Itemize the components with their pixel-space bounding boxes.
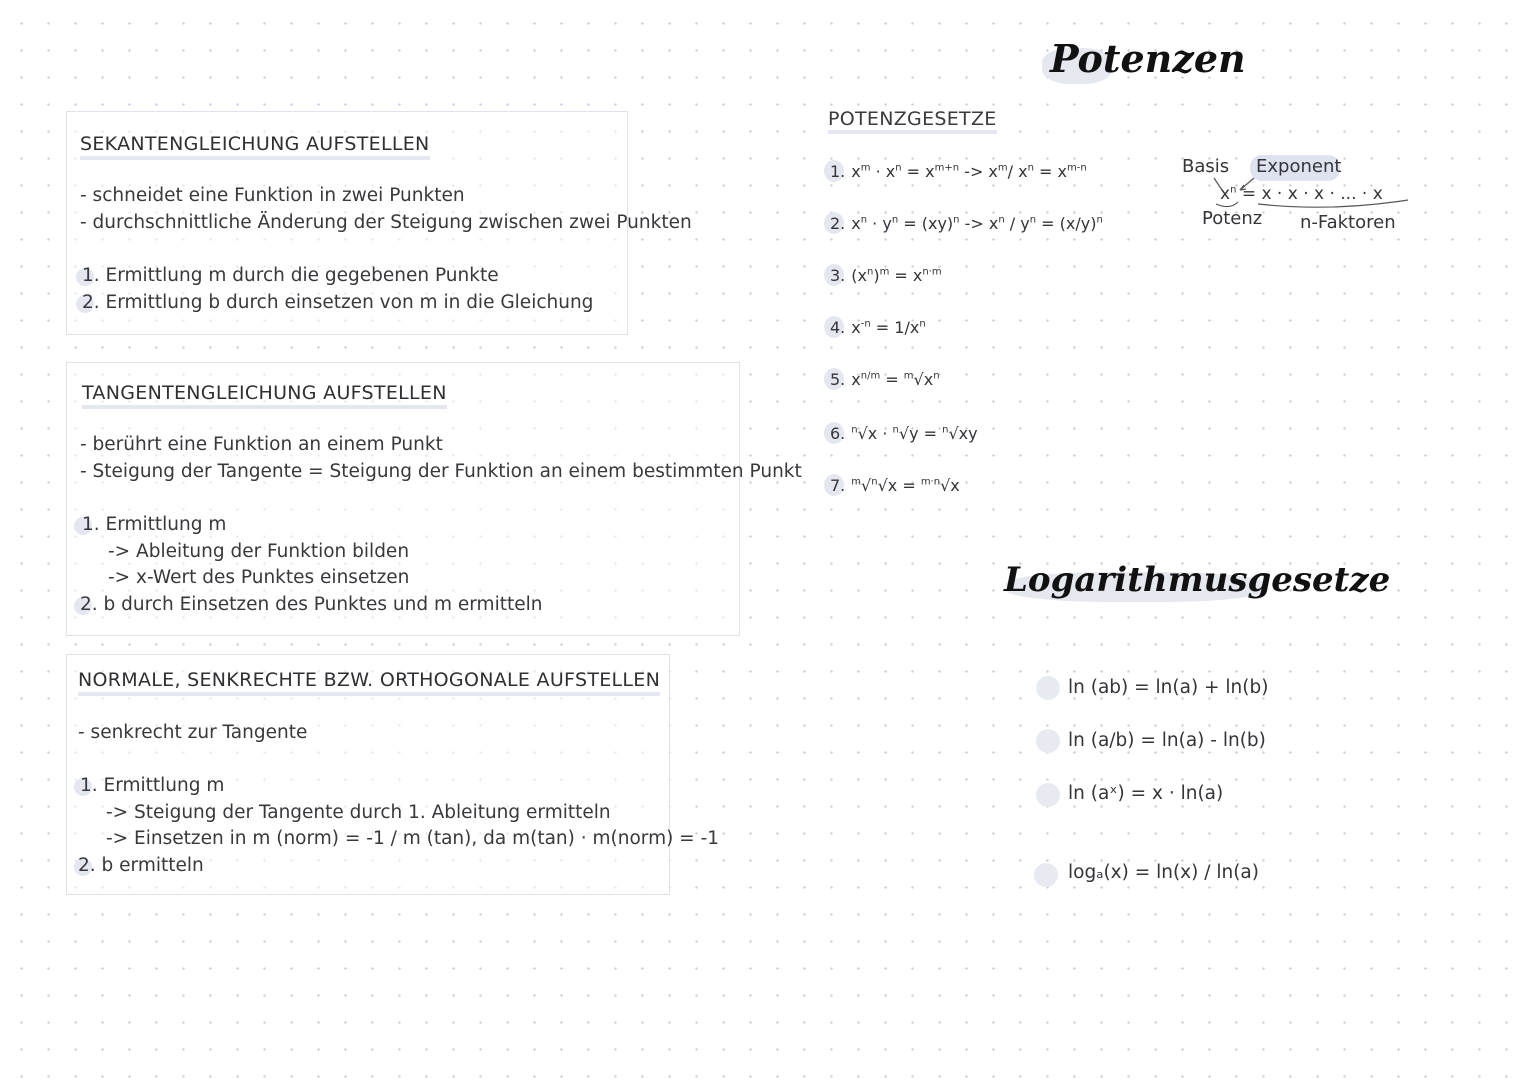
potenzgesetze-title: POTENZGESETZE	[828, 108, 997, 134]
potenz-diagram-formula: $x^n = x \cdot x \cdot x$ · ... · x	[1220, 184, 1383, 204]
sekante-line-3: 1. Ermittlung m durch die gegebenen Punkte	[82, 265, 499, 286]
tangente-title: TANGENTENGLEICHUNG AUFSTELLEN	[82, 382, 447, 409]
log-law-3: ln (aˣ) = x · ln(a)	[1068, 783, 1224, 804]
sekante-line-2: - durchschnittliche Änderung der Steigung zwischen zwei Punkten	[80, 212, 692, 233]
log-law-1: ln (ab) = ln(a) + ln(b)	[1068, 677, 1269, 698]
potenzgesetz-3: 3. $(x^n)^m = x^{n\cdot m}$	[830, 266, 942, 285]
n-faktoren-label: n-Faktoren	[1300, 212, 1396, 233]
potenzgesetz-2: 2. $x^n \cdot y^n = (xy)^n -> x^n / y^n = (x/y)^n$	[830, 214, 1103, 233]
log-bullet	[1036, 676, 1060, 700]
logarithmus-heading: Logarithmusgesetze	[1004, 560, 1391, 600]
potenz-label: Potenz	[1202, 208, 1263, 229]
tangente-line-4: -> Ableitung der Funktion bilden	[108, 541, 410, 562]
normale-line-1: - senkrecht zur Tangente	[78, 722, 308, 743]
log-bullet	[1036, 783, 1060, 807]
log-bullet	[1034, 863, 1058, 887]
log-law-2: ln (a/b) = ln(a) - ln(b)	[1068, 730, 1266, 751]
sekante-title: SEKANTENGLEICHUNG AUFSTELLEN	[80, 133, 430, 160]
tangente-line-3: 1. Ermittlung m	[82, 514, 227, 535]
normale-line-3: -> Steigung der Tangente durch 1. Ableitung ermitteln	[106, 802, 611, 823]
tangente-line-1: - berührt eine Funktion an einem Punkt	[80, 434, 443, 455]
tangente-line-2: - Steigung der Tangente = Steigung der Funktion an einem bestimmten Punkt	[80, 461, 802, 482]
normale-line-2: 1. Ermittlung m	[80, 775, 225, 796]
potenzgesetz-4: 4. $x^{-n} = 1/x^n$	[830, 318, 926, 337]
normale-line-4: -> Einsetzen in m (norm) = -1 / m (tan), da m(tan) · m(norm) = -1	[106, 828, 720, 849]
sekante-line-4: 2. Ermittlung b durch einsetzen von m in die Gleichung	[82, 292, 594, 313]
potenzgesetz-1: 1. $x^m \cdot x^n = x^{m+n} -> x^m/$ $x^n = x^{m-n}$	[830, 162, 1087, 181]
tangente-line-6: 2. b durch Einsetzen des Punktes und m ermitteln	[80, 594, 543, 615]
sekante-line-1: - schneidet eine Funktion in zwei Punkten	[80, 185, 465, 206]
potenzgesetz-5: 5. $x^{n/m} = ^m√x^n$	[830, 370, 940, 389]
basis-label: Basis	[1182, 156, 1230, 177]
log-law-4: logₐ(x) = ln(x) / ln(a)	[1068, 862, 1259, 883]
potenzgesetz-7: 7. $^m$√$^n$√x = $^{m\cdot n}$√x	[830, 476, 960, 495]
log-bullet	[1036, 729, 1060, 753]
tangente-line-5: -> x-Wert des Punktes einsetzen	[108, 567, 410, 588]
normale-line-5: 2. b ermitteln	[78, 855, 204, 876]
potenzgesetz-6: 6. $^n$√x · $^n$√y = $^n$√xy	[830, 424, 978, 443]
potenzen-heading: Potenzen	[1050, 36, 1246, 81]
exponent-label: Exponent	[1256, 156, 1342, 177]
potenz-diagram-product: = x · x · x · ... · x	[1241, 184, 1383, 204]
normale-title: NORMALE, SENKRECHTE BZW. ORTHOGONALE AUFSTELLEN	[78, 669, 660, 696]
